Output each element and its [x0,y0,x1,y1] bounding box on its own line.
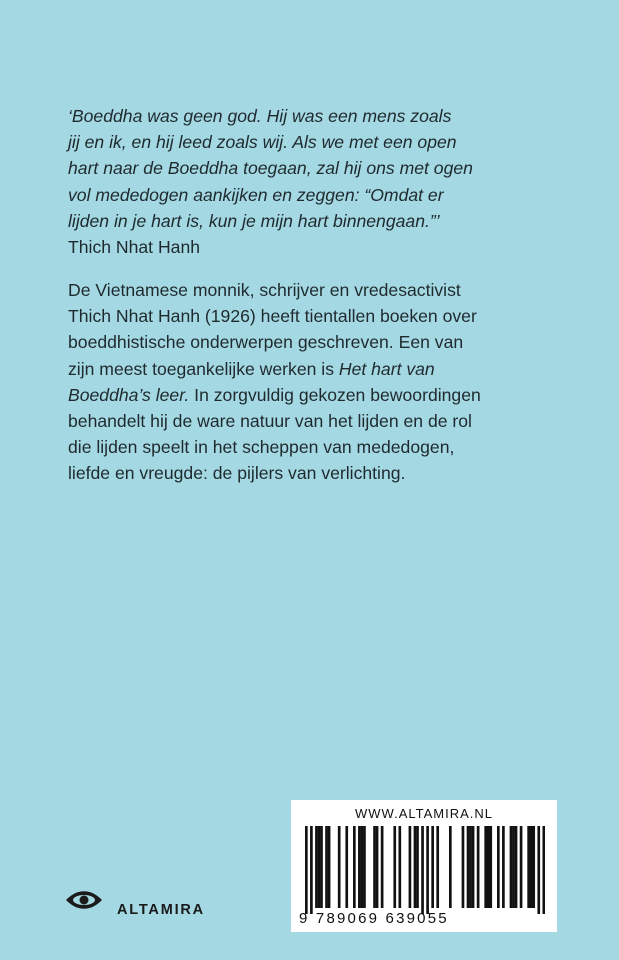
barcode-bar [462,826,465,908]
barcode-bar [325,826,328,908]
isbn-barcode [305,826,545,914]
barcode-bar [477,826,480,908]
barcode-bar [310,826,313,914]
quote-line: jij en ik, en hij leed zoals wij. Als we met een open [68,132,457,153]
barcode-bar [469,826,472,908]
barcode-bar [431,826,434,908]
barcode-bar [502,826,505,908]
description-line: die lijden speelt in het scheppen van mededogen, [68,437,455,458]
barcode-bar [484,826,487,908]
isbn-digits: 9 789069 639055 [299,910,449,927]
barcode-bar [436,826,439,908]
description-text: In zorgvuldig gekozen bewoordingen [189,384,481,405]
description-line: behandelt hij de ware natuur van het lijden en de rol [68,411,472,432]
description-line [68,356,568,382]
barcode-bar [318,826,321,908]
description-line: liefde en vreugde: de pijlers van verlichting. [68,463,406,484]
barcode-bar [520,826,523,908]
barcode-box [291,800,557,932]
description-line: Thich Nhat Hanh (1926) heeft tientallen boeken over [68,306,477,327]
book-description [68,277,568,487]
barcode-bar [449,826,452,908]
barcode-bar [542,826,545,914]
barcode-bar [416,826,419,908]
quote-line: vol mededogen aankijken en zeggen: “Omdat er [68,184,444,205]
barcode-bar [537,826,540,914]
barcode-bar [345,826,348,908]
barcode-bar [328,826,331,908]
book-title: Het hart van [338,358,435,379]
quote-line: hart naar de Boeddha toegaan, zal hij ons met ogen [68,158,473,179]
quote-line: lijden in je hart is, kun je mijn hart binnengaan.”’ [68,210,440,231]
barcode-bar [467,826,470,908]
barcode-bar [414,826,417,908]
barcode-bar [530,826,533,908]
barcode-bar [515,826,518,908]
publisher-url: WWW.ALTAMIRA.NL [354,806,494,821]
book-title: Boeddha’s leer. [68,384,190,405]
barcode-bar [305,826,308,914]
quote-author: Thich Nhat Hanh [68,237,201,258]
barcode-bar [358,826,361,908]
barcode-bar [510,826,513,908]
barcode-bar [487,826,490,908]
barcode-bar [376,826,379,908]
barcode-bar [315,826,318,908]
barcode-bar [421,826,424,914]
barcode-bar [361,826,364,908]
publisher-name: ALTAMIRA [117,902,205,918]
description-text: zijn meest toegankelijke werken is [68,358,339,379]
barcode-bar [338,826,341,908]
barcode-bar [373,826,376,908]
back-cover-quote [68,103,568,260]
barcode-bar [398,826,401,908]
barcode-bar [363,826,366,908]
barcode-bar [512,826,515,908]
barcode-bar [497,826,500,908]
description-line: boeddhistische onderwerpen geschreven. Een van [68,332,464,353]
barcode-bar [532,826,535,908]
barcode-bar [472,826,475,908]
barcode-bar [409,826,412,908]
barcode-bar [426,826,429,914]
barcode-bar [320,826,323,908]
description-line: De Vietnamese monnik, schrijver en vredesactivist [68,280,461,300]
barcode-bar [489,826,492,908]
barcode-bar [527,826,530,908]
barcode-bar [381,826,384,908]
barcode-bar [393,826,396,908]
description-line [68,382,568,408]
barcode-bar [353,826,356,908]
altamira-eye-logo-icon [64,880,104,920]
quote-line: ‘Boeddha was geen god. Hij was een mens zoals [68,106,452,126]
